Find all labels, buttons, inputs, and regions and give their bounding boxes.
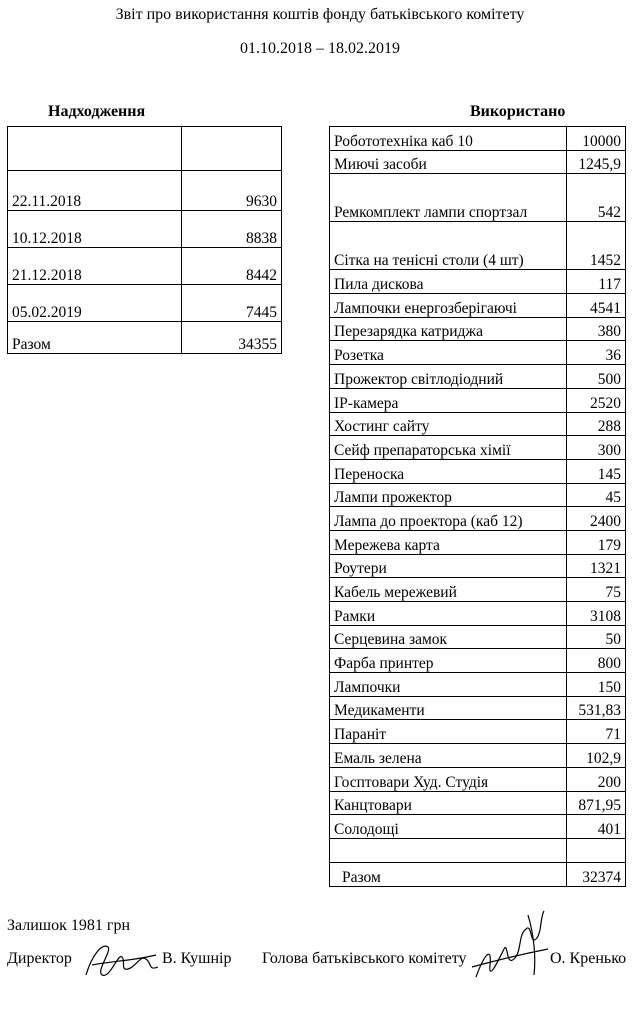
income-total-label: Разом bbox=[8, 322, 182, 354]
income-total-row bbox=[8, 322, 282, 354]
spent-item-cell: Сітка на тенісні столи (4 шт) bbox=[330, 222, 567, 270]
spent-row bbox=[330, 436, 626, 460]
spent-row bbox=[330, 744, 626, 768]
spent-row bbox=[330, 270, 626, 294]
balance-text: Залишок 1981 грн bbox=[7, 917, 131, 934]
income-row bbox=[8, 248, 282, 285]
spent-total-label: Разом bbox=[330, 862, 567, 886]
spent-row bbox=[330, 791, 626, 815]
spent-amount-cell: 401 bbox=[567, 815, 626, 839]
income-date-cell: 05.02.2019 bbox=[8, 285, 182, 322]
director-name: В. Кушнір bbox=[162, 950, 232, 967]
spent-amount-cell: 36 bbox=[567, 341, 626, 365]
spent-amount-cell: 1452 bbox=[567, 222, 626, 270]
spent-row bbox=[330, 174, 626, 222]
spent-amount-cell: 300 bbox=[567, 436, 626, 460]
spent-amount-cell: 179 bbox=[567, 530, 626, 554]
spent-amount-cell: 2400 bbox=[567, 507, 626, 531]
spent-amount-cell bbox=[567, 838, 626, 862]
income-row bbox=[8, 285, 282, 322]
income-amount-cell: 7445 bbox=[182, 285, 282, 322]
spent-amount-cell: 800 bbox=[567, 649, 626, 673]
spent-item-cell: Сейф препараторська хімії bbox=[330, 436, 567, 460]
spent-amount-cell: 10000 bbox=[567, 127, 626, 151]
income-amount-cell: 9630 bbox=[182, 171, 282, 211]
spent-item-cell: Хостинг сайту bbox=[330, 412, 567, 436]
spent-item-cell: Миючі засоби bbox=[330, 150, 567, 174]
spent-row bbox=[330, 767, 626, 791]
spent-amount-cell: 1245,9 bbox=[567, 150, 626, 174]
report-period: 01.10.2018 – 18.02.2019 bbox=[240, 40, 400, 57]
spent-amount-cell: 200 bbox=[567, 767, 626, 791]
spent-amount-cell: 75 bbox=[567, 578, 626, 602]
spent-row bbox=[330, 815, 626, 839]
spent-item-cell: Переноска bbox=[330, 459, 567, 483]
spent-item-cell: Лампочки енергозберігаючі bbox=[330, 294, 567, 318]
chair-title: Голова батьківського комітету bbox=[262, 950, 467, 967]
income-amount-cell: 8838 bbox=[182, 211, 282, 248]
spent-row bbox=[330, 554, 626, 578]
spent-item-cell: Серцевина замок bbox=[330, 625, 567, 649]
spent-row bbox=[330, 720, 626, 744]
report-title: Звіт про використання коштів фонду батьківського комітету bbox=[115, 6, 525, 23]
income-amount-cell bbox=[182, 127, 282, 171]
spent-total-value: 32374 bbox=[567, 862, 626, 886]
income-date-cell bbox=[8, 127, 182, 171]
spent-amount-cell: 150 bbox=[567, 673, 626, 697]
spent-item-cell: Паранiт bbox=[330, 720, 567, 744]
spent-item-cell: Канцтовари bbox=[330, 791, 567, 815]
income-total-value: 34355 bbox=[182, 322, 282, 354]
spent-item-cell: Робототехніка каб 10 bbox=[330, 127, 567, 151]
director-signature bbox=[82, 935, 162, 985]
income-row bbox=[8, 127, 282, 171]
spent-row bbox=[330, 530, 626, 554]
spent-item-cell: Кабель мережевий bbox=[330, 578, 567, 602]
spent-amount-cell: 288 bbox=[567, 412, 626, 436]
spent-item-cell: Рамки bbox=[330, 602, 567, 626]
spent-row bbox=[330, 150, 626, 174]
spent-item-cell: Медикаменти bbox=[330, 696, 567, 720]
spent-row bbox=[330, 317, 626, 341]
spent-amount-cell: 45 bbox=[567, 483, 626, 507]
spent-total-row bbox=[330, 862, 626, 886]
spent-row bbox=[330, 602, 626, 626]
income-date-cell: 22.11.2018 bbox=[8, 171, 182, 211]
spent-header: Використано bbox=[470, 103, 566, 120]
spent-item-cell: Госптовари Худ. Студія bbox=[330, 767, 567, 791]
spent-amount-cell: 71 bbox=[567, 720, 626, 744]
income-row bbox=[8, 171, 282, 211]
spent-item-cell bbox=[330, 838, 567, 862]
spent-amount-cell: 117 bbox=[567, 270, 626, 294]
spent-row bbox=[330, 838, 626, 862]
spent-amount-cell: 102,9 bbox=[567, 744, 626, 768]
spent-amount-cell: 380 bbox=[567, 317, 626, 341]
spent-row bbox=[330, 625, 626, 649]
spent-row bbox=[330, 365, 626, 389]
spent-item-cell: Прожектор світлодіодний bbox=[330, 365, 567, 389]
spent-row bbox=[330, 578, 626, 602]
spent-item-cell: Перезарядка катриджа bbox=[330, 317, 567, 341]
spent-amount-cell: 871,95 bbox=[567, 791, 626, 815]
spent-row bbox=[330, 696, 626, 720]
spent-item-cell: Лампи прожектор bbox=[330, 483, 567, 507]
income-amount-cell: 8442 bbox=[182, 248, 282, 285]
spent-row bbox=[330, 673, 626, 697]
spent-item-cell: Лампа до проектора (каб 12) bbox=[330, 507, 567, 531]
spent-item-cell: IP-камера bbox=[330, 388, 567, 412]
spent-row bbox=[330, 388, 626, 412]
spent-row bbox=[330, 649, 626, 673]
spent-amount-cell: 500 bbox=[567, 365, 626, 389]
spent-item-cell: Солодощі bbox=[330, 815, 567, 839]
chair-name: О. Кренько bbox=[550, 950, 627, 967]
spent-item-cell: Роутери bbox=[330, 554, 567, 578]
spent-amount-cell: 542 bbox=[567, 174, 626, 222]
spent-table bbox=[329, 126, 626, 887]
spent-amount-cell: 2520 bbox=[567, 388, 626, 412]
spent-amount-cell: 4541 bbox=[567, 294, 626, 318]
income-date-cell: 21.12.2018 bbox=[8, 248, 182, 285]
spent-row bbox=[330, 341, 626, 365]
spent-row bbox=[330, 222, 626, 270]
spent-row bbox=[330, 412, 626, 436]
spent-amount-cell: 145 bbox=[567, 459, 626, 483]
spent-amount-cell: 50 bbox=[567, 625, 626, 649]
spent-row bbox=[330, 294, 626, 318]
director-title: Директор bbox=[7, 950, 72, 967]
spent-row bbox=[330, 483, 626, 507]
spent-item-cell: Фарба принтер bbox=[330, 649, 567, 673]
spent-amount-cell: 531,83 bbox=[567, 696, 626, 720]
spent-item-cell: Емаль зелена bbox=[330, 744, 567, 768]
spent-row bbox=[330, 459, 626, 483]
spent-item-cell: Ремкомплект лампи спортзал bbox=[330, 174, 567, 222]
spent-amount-cell: 1321 bbox=[567, 554, 626, 578]
spent-item-cell: Розетка bbox=[330, 341, 567, 365]
spent-row bbox=[330, 507, 626, 531]
spent-amount-cell: 3108 bbox=[567, 602, 626, 626]
income-date-cell: 10.12.2018 bbox=[8, 211, 182, 248]
chair-signature bbox=[470, 905, 550, 990]
income-table bbox=[7, 126, 282, 354]
spent-row bbox=[330, 127, 626, 151]
spent-item-cell: Мережева карта bbox=[330, 530, 567, 554]
income-header: Надходження bbox=[48, 103, 146, 120]
spent-item-cell: Пила дискова bbox=[330, 270, 567, 294]
spent-item-cell: Лампочки bbox=[330, 673, 567, 697]
income-row bbox=[8, 211, 282, 248]
